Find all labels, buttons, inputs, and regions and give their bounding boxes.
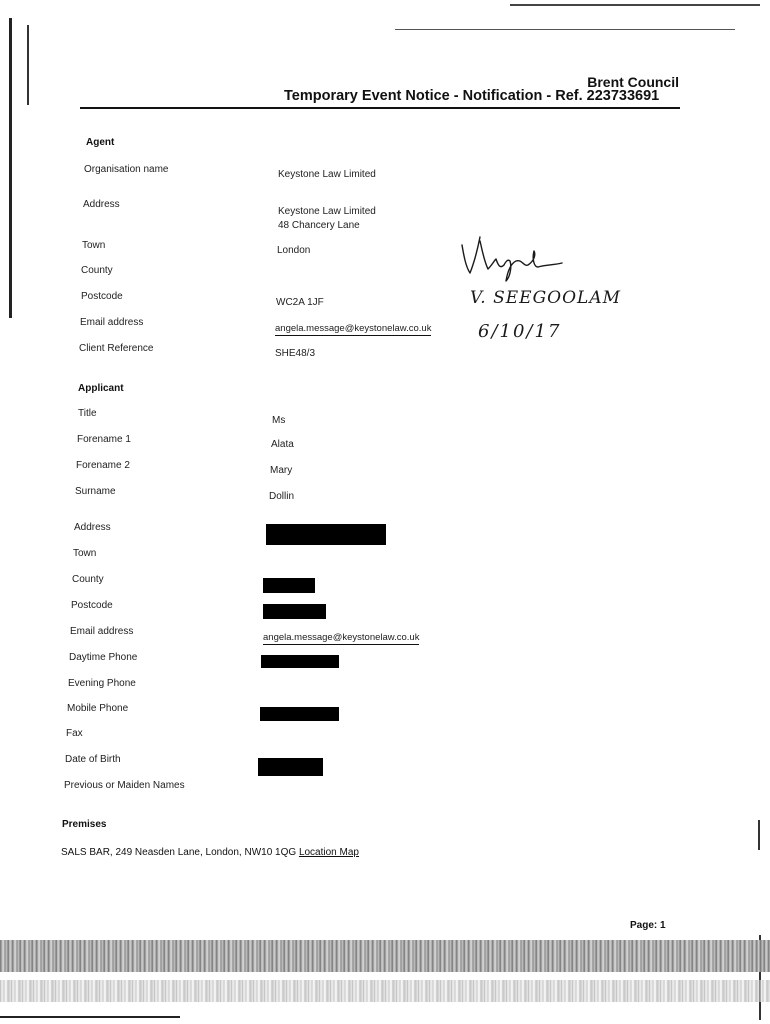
applicant-forename2-value: Mary	[270, 465, 293, 476]
agent-org-value: Keystone Law Limited	[278, 169, 376, 180]
agent-email-label: Email address	[80, 317, 144, 328]
agent-town-value: London	[277, 245, 311, 256]
applicant-email-value[interactable]: angela.message@keystonelaw.co.uk	[263, 632, 420, 643]
applicant-fax-label: Fax	[66, 728, 83, 739]
handwritten-signature	[450, 225, 622, 345]
signature-name: V. SEEGOOLAM	[470, 288, 622, 308]
scan-top-line	[510, 4, 760, 6]
council-name: Brent Council	[587, 74, 679, 90]
redacted-date-of-birth	[258, 758, 323, 776]
agent-address-label: Address	[83, 199, 120, 210]
scan-edge-mark	[758, 820, 760, 850]
applicant-dob-label: Date of Birth	[65, 754, 121, 765]
applicant-surname-value: Dollin	[269, 491, 295, 502]
applicant-section-title: Applicant	[78, 383, 124, 394]
applicant-county-label: County	[72, 574, 104, 585]
agent-email-value[interactable]: angela.message@keystonelaw.co.uk	[275, 323, 432, 334]
applicant-forename1-label: Forename 1	[77, 434, 131, 445]
scan-noise-band	[0, 980, 770, 1002]
applicant-town-label: Town	[73, 548, 97, 559]
agent-postcode-value: WC2A 1JF	[276, 297, 324, 308]
applicant-mobile-phone-label: Mobile Phone	[67, 703, 129, 714]
header-rule	[80, 107, 680, 109]
premises-address: SALS BAR, 249 Neasden Lane, London, NW10 1QG	[61, 847, 297, 858]
redacted-postcode	[263, 604, 326, 619]
applicant-email-label: Email address	[70, 626, 134, 637]
agent-town-label: Town	[82, 240, 106, 251]
scan-noise-band	[0, 940, 770, 972]
premises-line	[61, 847, 359, 858]
agent-client-ref-value: SHE48/3	[275, 348, 316, 359]
agent-county-label: County	[81, 265, 113, 276]
applicant-forename1-value: Alata	[271, 439, 294, 450]
applicant-address-label: Address	[74, 522, 111, 533]
agent-section-title: Agent	[86, 137, 115, 148]
redacted-address	[266, 524, 386, 545]
redacted-mobile-phone	[260, 707, 339, 721]
signature-date: 6/10/17	[478, 321, 562, 342]
applicant-title-value: Ms	[272, 415, 286, 426]
applicant-evening-phone-label: Evening Phone	[68, 678, 136, 689]
agent-client-ref-label: Client Reference	[79, 343, 154, 354]
applicant-surname-label: Surname	[75, 486, 116, 497]
redacted-daytime-phone	[261, 655, 339, 668]
agent-address-value2: 48 Chancery Lane	[278, 220, 360, 231]
scan-edge-mark	[9, 18, 12, 318]
page-number: Page: 1	[630, 920, 666, 931]
redacted-county	[263, 578, 315, 593]
scan-edge-mark	[27, 25, 29, 105]
applicant-title-label: Title	[78, 408, 97, 419]
applicant-forename2-label: Forename 2	[76, 460, 130, 471]
agent-postcode-label: Postcode	[81, 291, 123, 302]
scan-top-line	[395, 29, 735, 30]
applicant-previous-names-label: Previous or Maiden Names	[64, 780, 185, 791]
agent-address-value: Keystone Law Limited	[278, 206, 376, 217]
notice-title: Temporary Event Notice - Notification - Ref. 223733691	[284, 88, 660, 104]
location-map-link[interactable]: Location Map	[298, 847, 359, 858]
premises-section-title: Premises	[62, 819, 107, 830]
agent-org-label: Organisation name	[84, 164, 169, 175]
applicant-postcode-label: Postcode	[71, 600, 113, 611]
applicant-daytime-phone-label: Daytime Phone	[69, 652, 138, 663]
scan-bottom-line	[0, 1016, 180, 1018]
